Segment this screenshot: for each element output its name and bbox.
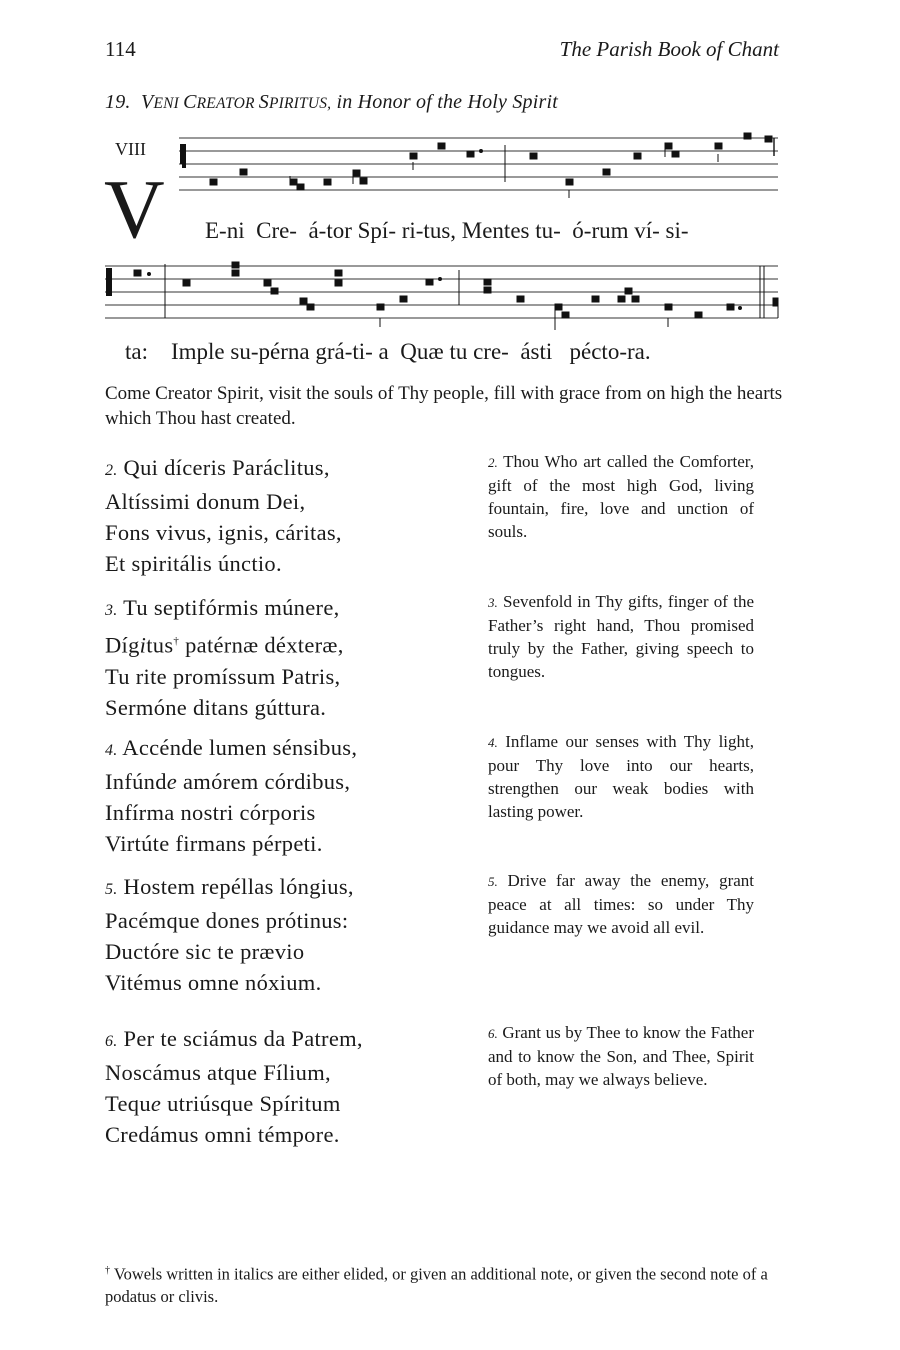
verse-4-line-2-pre: Infúnd [105, 769, 167, 794]
verse-3-line-2 [105, 626, 344, 661]
verse-6-line-3-post: utriúsque Spíritum [161, 1091, 341, 1116]
verse-2-text-1: Qui díceris Paráclitus, [123, 455, 330, 480]
verse-3-text-1: Tu septifórmis múnere, [123, 595, 340, 620]
verse-2-english [488, 450, 754, 543]
verse-6-english [488, 1021, 754, 1091]
chant-lyrics-line-2: ta: Imple su-pérna grá-ti- a Quæ tu cre- ásti péctо-ra. [125, 339, 651, 364]
hymn-subtitle: in Honor of the Holy Spirit [331, 91, 558, 113]
verse-4-english-text: Inflame our senses with Thy light, pour Thy love into our hearts, strengthen our weak bodies with lasting power. [488, 732, 755, 821]
staff-2-notes [106, 262, 778, 330]
verse-3-line-2-italic: i [139, 632, 147, 658]
verse-2-line-1 [105, 452, 342, 486]
hymn-number: 19. [105, 91, 131, 113]
verse-4-english-number: 4. [488, 735, 498, 750]
verse-3-latin [105, 592, 344, 723]
verse-5-number: 5. [105, 881, 118, 898]
title-letter-s: S [258, 91, 269, 113]
verse-6-line-1 [105, 1023, 363, 1057]
verse-2-number: 2. [105, 462, 118, 479]
verse-4-text-1: Accénde lumen sénsibus, [122, 735, 358, 760]
verse-2-line-3: Fons vivus, ignis, cáritas, [105, 520, 342, 545]
verse-6-latin [105, 1023, 363, 1150]
footnote-mark: † [105, 1265, 110, 1276]
title-letter-c: C [183, 91, 197, 113]
verse-6-line-3 [105, 1088, 363, 1119]
verse-5-line-2: Pacémque dones prótinus: [105, 908, 349, 933]
title-part-2: REATOR [196, 95, 259, 112]
verse-3-line-1 [105, 592, 344, 626]
verse-4-line-2-italic: e [166, 769, 178, 794]
verse-6-english-text: Grant us by Thee to know the Father and to know the Son, and Thee, Spirit of both, may we always believe. [488, 1023, 754, 1089]
verse-5-english-text: Drive far away the enemy, grant peace at all times: so under Thy guidance may we avoid all evil. [488, 871, 754, 937]
verse-5-english [488, 869, 754, 939]
title-part-1: ENI [153, 95, 184, 112]
verse-4-line-2-post: amórem córdibus, [177, 769, 351, 794]
verse-5-line-3: Ductóre sic te prævio [105, 939, 305, 964]
verse-6-number: 6. [105, 1033, 118, 1050]
verse-5-line-1 [105, 871, 354, 905]
verse-4-number: 4. [105, 742, 118, 759]
verse-3-line-4: Sermóne ditans gúttura. [105, 694, 327, 720]
title-letter-v: V [141, 91, 154, 113]
verse-3-line-2-mid: tus [146, 632, 174, 658]
mode-label: VIII [115, 139, 146, 159]
footnote-text: Vowels written in italics are either elided, or given an additional note, or given the second note of a podatus or clivis. [105, 1264, 768, 1306]
verse-4-english [488, 730, 754, 823]
verse-4-line-2 [105, 766, 357, 797]
verse-4-latin [105, 732, 357, 859]
verse-3-english [488, 590, 754, 683]
verse-3-line-2-pre: Díg [105, 632, 140, 658]
verse-3-line-2-post: patérnæ déxteræ, [179, 632, 344, 658]
page-number: 114 [105, 37, 136, 61]
verse-3-english-number: 3. [488, 595, 498, 610]
verse-2-english-number: 2. [488, 455, 498, 470]
running-head: The Parish Book of Chant [559, 37, 779, 61]
verse-6-line-3-qu: equ [117, 1091, 151, 1116]
staff-2 [105, 266, 778, 318]
footnote-marker: † [173, 635, 180, 647]
verse-3-line-3: Tu rite promíssum Patris, [105, 663, 341, 689]
verse-2-line-2: Altíssimi donum Dei, [105, 489, 306, 514]
staff-1-notes [180, 133, 774, 198]
verse-4-line-1 [105, 732, 357, 766]
verse-5-line-4: Vitémus omne nóxium. [105, 970, 322, 995]
verse-5-text-1: Hostem repéllas lóngius, [123, 874, 354, 899]
verse-5-english-number: 5. [488, 874, 498, 889]
staff-1 [179, 138, 778, 190]
verse-2-latin [105, 452, 342, 579]
verse-6-english-number: 6. [488, 1026, 498, 1041]
verse-6-line-2: Noscámus atque Fílium, [105, 1060, 331, 1085]
drop-cap: V [104, 163, 165, 256]
verse-5-latin [105, 871, 354, 998]
verse-2-line-4: Et spiritális únctio. [105, 551, 282, 576]
verse-6-text-1: Per te sciámus da Patrem, [123, 1026, 363, 1051]
verse-2-english-text: Thou Who art called the Comforter, gift of the most high God, living fountain, fire, love and unction of souls. [488, 452, 754, 541]
chant-translation: Come Creator Spirit, visit the souls of Thy people, fill with grace from on high the hearts which Thou hast created. [105, 383, 783, 429]
verse-6-line-3-italic: e [150, 1091, 162, 1116]
verse-3-english-text: Sevenfold in Thy gifts, finger of the Father’s right hand, Thou promised truly by the Father, giving speech to tongues. [488, 592, 754, 681]
verse-6-line-4: Credámus omni témpore. [105, 1122, 340, 1147]
title-part-3: PIRITUS, [268, 95, 332, 112]
chant-lyrics-line-1: E-ni Cre- á-tor Spí- ri-tus, Mentes tu- ó-rum ví- si- [205, 218, 689, 243]
footnote [105, 1260, 785, 1308]
verse-3-number: 3. [105, 602, 118, 619]
verse-6-line-3-initial: T [105, 1091, 118, 1116]
verse-4-line-3: Infírma nostri córporis [105, 800, 316, 825]
chant-staff-svg [0, 0, 900, 340]
verse-4-line-4: Virtúte firmans pérpeti. [105, 831, 323, 856]
